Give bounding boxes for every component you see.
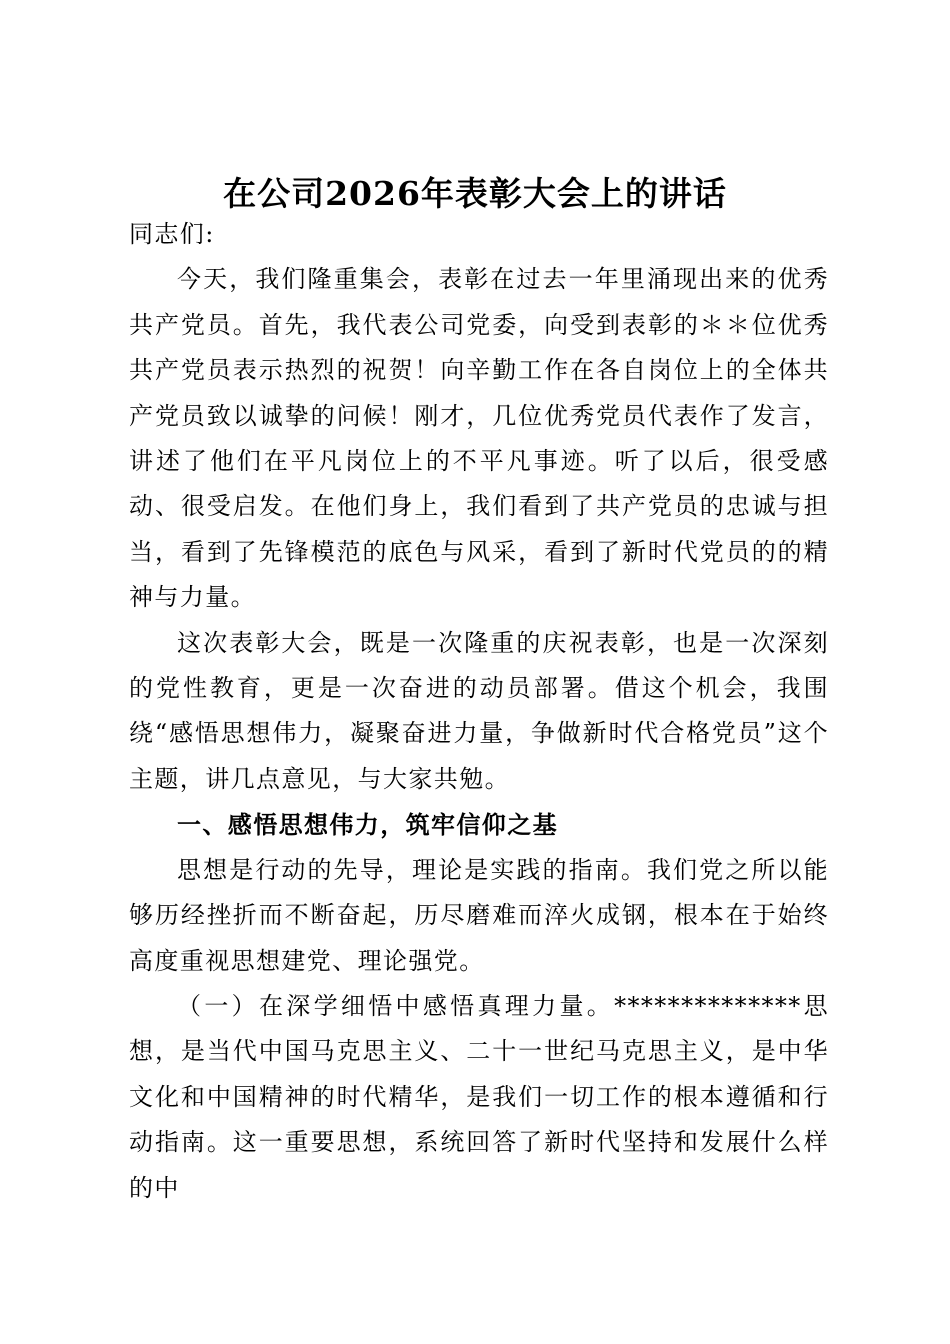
body-paragraph-opening: 今天，我们隆重集会，表彰在过去一年里涌现出来的优秀共产党员。首先，我代表公司党委，向受到表彰的＊＊位优秀共产党员表示热烈的祝贺！向辛勤工作在各自岗位上的全体共产党员致以诚挚的问候！刚才，几位优秀党员代表作了发言，讲述了他们在平凡岗位上的不平凡事迹。听了以后，很受感动、很受启发。在他们身上，我们看到了共产党员的忠诚与担当，看到了先锋模范的底色与风采，看到了新时代党员的的精神与力量。: [129, 265, 829, 612]
section-heading-1: 一、感悟思想伟力，筑牢信仰之基: [177, 810, 558, 840]
document-body: [129, 212, 829, 1211]
section1-paragraph-intro: 思想是行动的先导，理论是实践的指南。我们党之所以能够历经挫折而不断奋起，历尽磨难而淬火成钢，根本在于始终高度重视思想建党、理论强党。: [129, 855, 829, 975]
section1-paragraph-subsection-1: （一）在深学细悟中感悟真理力量。**************思想，是当代中国马克思主义、二十一世纪马克思主义，是中华文化和中国精神的时代精华，是我们一切工作的根本遵循和行动指南。这一重要思想，系统回答了新时代坚持和发展什么样的中: [129, 991, 829, 1202]
document-title: 在公司2026年表彰大会上的讲话: [223, 174, 727, 213]
salutation: 同志们:: [129, 220, 215, 248]
body-paragraph-theme: 这次表彰大会，既是一次隆重的庆祝表彰，也是一次深刻的党性教育，更是一次奋进的动员部署。借这个机会，我围绕“感悟思想伟力，凝聚奋进力量，争做新时代合格党员”这个主题，讲几点意见，与大家共勉。: [129, 628, 829, 793]
